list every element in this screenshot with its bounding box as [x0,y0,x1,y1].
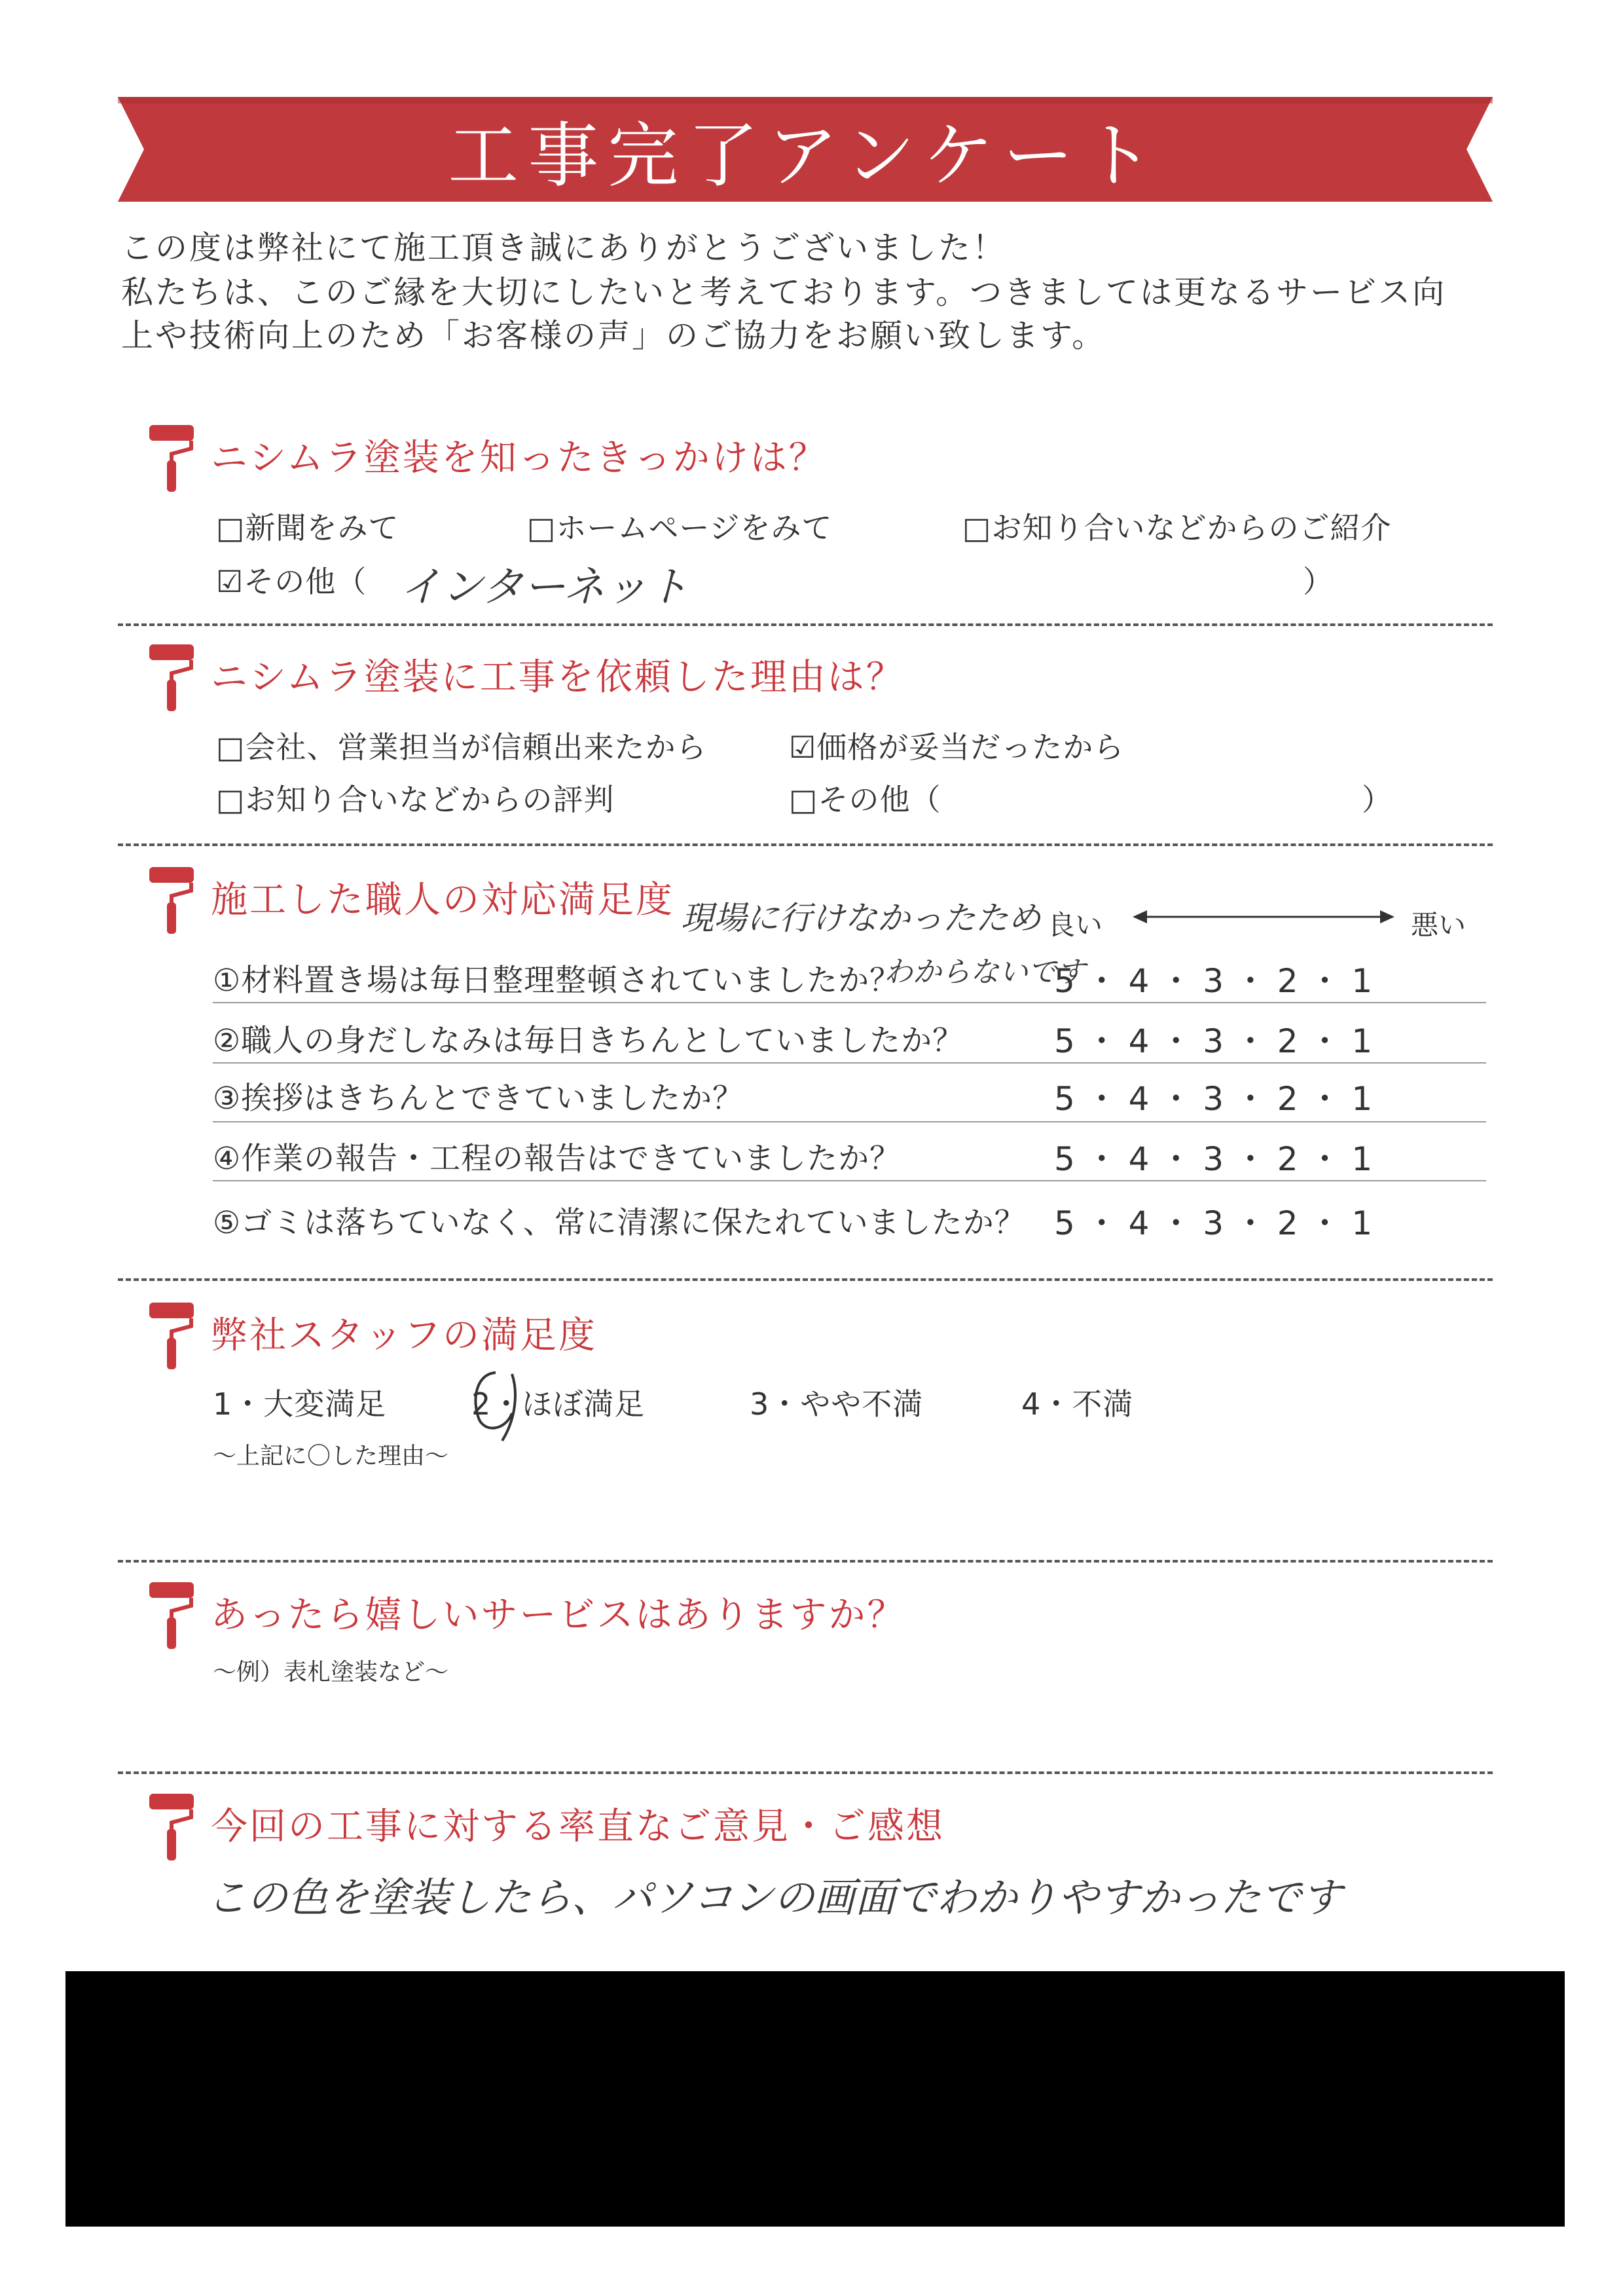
q2-option-other[interactable]: □その他（ [789,782,941,817]
q1-option-other[interactable]: ☑その他（ [216,564,367,599]
q3-question-3: ③挨拶はきちんとできていましたか？ [213,1081,744,1117]
q2-option-price[interactable]: ☑価格が妥当だったから [789,730,1125,765]
page-title: 工事完了アンケート [448,115,1163,197]
q3-score-3[interactable]: 5 ・ 4 ・ 3 ・ 2 ・ 1 [1054,1080,1373,1118]
q3-score-5[interactable]: 5 ・ 4 ・ 3 ・ 2 ・ 1 [1054,1204,1373,1242]
q1-option-referral[interactable]: □お知り合いなどからのご紹介 [962,510,1392,546]
q3-handwritten-note-2: わからないです [884,955,1085,989]
section-divider [118,1278,1493,1281]
q3-handwritten-note-1: 現場に行けなかったため [681,899,1041,937]
row-divider [213,1002,1486,1003]
q2-heading: ニシムラ塗装に工事を依頼した理由は？ [211,656,905,699]
intro-line-1: この度は弊社にて施工頂き誠にありがとうございました！ [121,229,1007,267]
row-divider [213,1062,1486,1064]
intro-line-3: 上や技術向上のため「お客様の声」のご協力をお願い致します。 [121,317,1106,354]
q1-other-close: ） [1303,564,1334,599]
q5-example: ～例）表札塗装など～ [213,1659,449,1686]
redacted-area [65,1971,1565,2227]
q6-heading: 今回の工事に対する率直なご意見・ご感想 [211,1805,945,1848]
paint-roller-icon [145,1300,198,1372]
q1-other-answer: インターネット [399,563,689,612]
q3-score-4[interactable]: 5 ・ 4 ・ 3 ・ 2 ・ 1 [1054,1140,1373,1178]
scale-good-label: 良い [1048,909,1103,941]
q3-question-5: ⑤ゴミは落ちていなく、常に清潔に保たれていましたか？ [213,1205,1026,1241]
section-divider [118,1560,1493,1563]
q2-option-trust[interactable]: □会社、営業担当が信頼出来たから [216,730,707,765]
scale-bad-label: 悪い [1411,909,1467,941]
section-divider [118,623,1493,626]
paint-roller-icon [145,422,198,494]
q3-question-2: ②職人の身だしなみは毎日きちんとしていましたか？ [213,1023,964,1059]
q4-reason-label: ～上記に〇した理由～ [213,1443,449,1470]
section-divider [118,1771,1493,1774]
q3-question-4: ④作業の報告・工程の報告はできていましたか？ [213,1141,902,1177]
q2-option-reputation[interactable]: □お知り合いなどからの評判 [216,782,615,817]
q3-score-2[interactable]: 5 ・ 4 ・ 3 ・ 2 ・ 1 [1054,1022,1373,1060]
q4-option-3[interactable]: 3・やや不満 [750,1386,924,1422]
q1-option-newspaper[interactable]: □新聞をみて [216,510,399,546]
q2-other-close: ） [1362,782,1393,817]
q3-heading: 施工した職人の対応満足度 [211,879,674,921]
q6-answer: この色を塗装したら、パソコンの画面でわかりやすかったです [206,1874,1342,1921]
q4-option-1[interactable]: 1・大変満足 [213,1386,387,1422]
q4-heading: 弊社スタッフの満足度 [211,1314,597,1357]
q1-heading: ニシムラ塗装を知ったきっかけは？ [211,437,828,479]
row-divider [213,1180,1486,1181]
q1-option-homepage[interactable]: □ホームページをみて [527,510,833,546]
paint-roller-icon [145,1791,198,1863]
paint-roller-icon [145,864,198,936]
intro-line-2: 私たちは、このご縁を大切にしたいと考えております。つきましては更なるサービス向 [121,274,1447,311]
q3-score-1[interactable]: 5 ・ 4 ・ 3 ・ 2 ・ 1 [1054,962,1373,1000]
q4-option-2[interactable]: 2・ほぼ満足 [471,1386,646,1422]
q4-option-4[interactable]: 4・不満 [1021,1386,1134,1422]
paint-roller-icon [145,1580,198,1652]
scale-arrow [1133,907,1395,927]
row-divider [213,1121,1486,1122]
paint-roller-icon [145,642,198,714]
section-divider [118,843,1493,846]
q5-heading: あったら嬉しいサービスはありますか？ [211,1594,906,1637]
q3-question-1: ①材料置き場は毎日整理整頓されていましたか？ [213,963,902,999]
